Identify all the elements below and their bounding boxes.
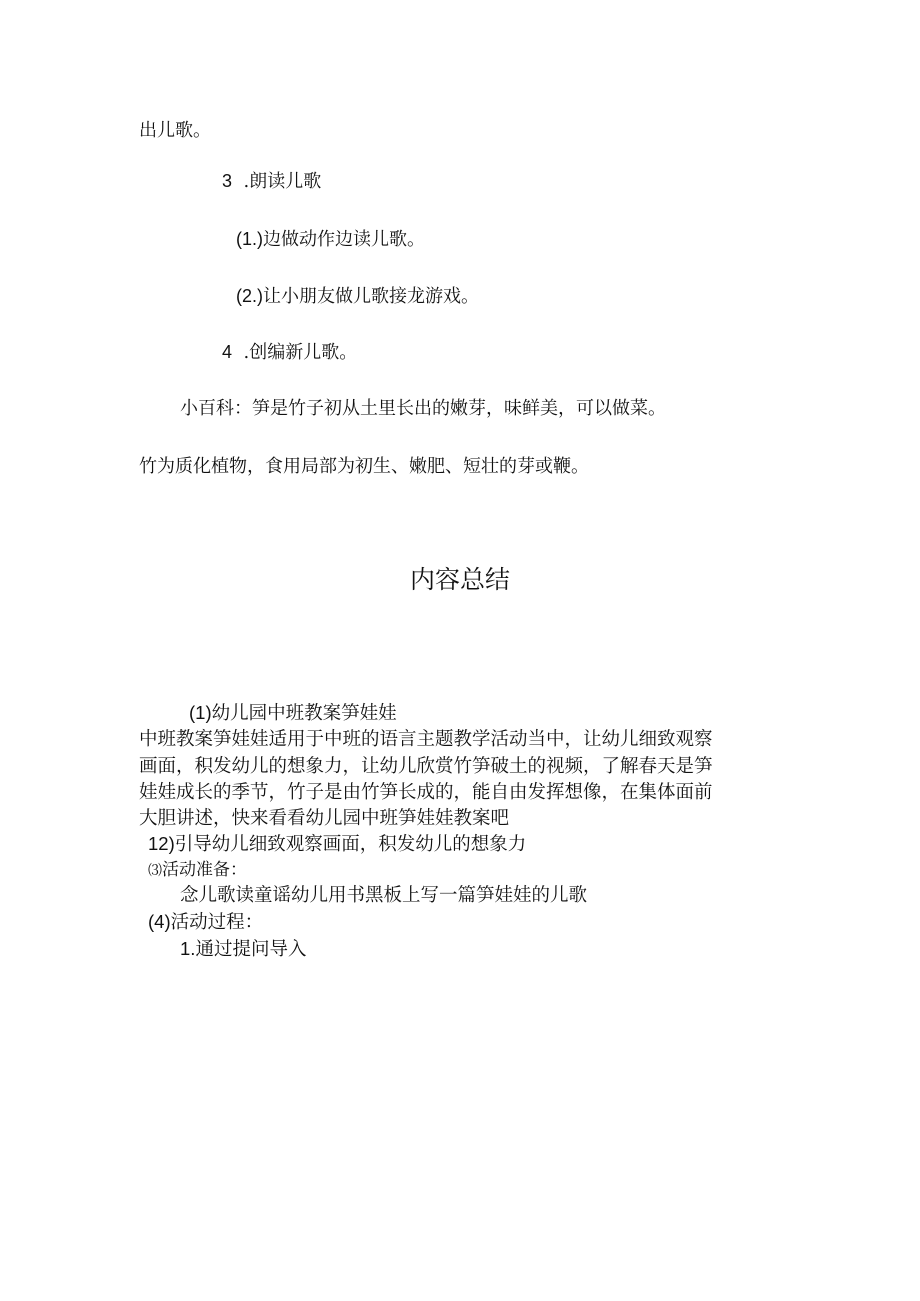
step-text: 通过提问导入 (195, 939, 307, 960)
step-1-line (180, 937, 306, 962)
summary-item-1 (189, 701, 397, 726)
step-4-heading (222, 341, 357, 364)
item-text: 引导幼儿细致观察画面，积发幼儿的想象力 (174, 834, 527, 855)
text: 中班教案笋娃娃适用于中班的语言主题教学活动当中，让幼儿细致观察 (139, 729, 713, 750)
text: 娃娃成长的季节，竹子是由竹笋长成的，能自由发挥想像，在集体面前 (139, 782, 713, 803)
step-number: 1. (180, 938, 196, 959)
sub-item-text: 让小朋友做儿歌接龙游戏。 (263, 286, 479, 307)
item-text: 幼儿园中班教案笋娃娃 (211, 703, 397, 724)
summary-body-line (139, 728, 713, 752)
text: 出儿歌。 (139, 120, 211, 141)
text: 竹为质化植物，食用局部为初生、嫩肥、短壮的芽或鞭。 (139, 456, 589, 477)
item-number: (1) (189, 702, 212, 723)
sub-item-number: (1.) (236, 229, 263, 249)
bamboo-paragraph (139, 456, 589, 478)
summary-body-line (139, 781, 713, 805)
sub-item-1 (236, 228, 425, 251)
text: 画面，积发幼儿的想象力，让幼儿欣赏竹笋破土的视频，了解春天是笋 (139, 756, 713, 777)
sub-item-number: (2.) (236, 286, 263, 306)
sub-item-2 (236, 285, 479, 308)
item-number: (4) (148, 911, 171, 932)
step-3-heading (222, 170, 321, 193)
prep-line (180, 884, 587, 908)
item-text: 活动过程： (170, 912, 264, 933)
summary-body-line (139, 755, 713, 779)
summary-item-3 (148, 858, 247, 883)
item-text: 活动准备： (162, 860, 247, 880)
text: 大胆讲述，快来看看幼儿园中班笋娃娃教案吧 (139, 808, 510, 829)
text: 小百科：笋是竹子初从土里长出的嫩芽，味鲜美，可以做菜。 (180, 398, 666, 419)
summary-body-line (139, 807, 509, 831)
step-number: 4 (222, 342, 233, 362)
section-title: 内容总结 (409, 565, 510, 594)
text-line-chu-er-ge (139, 120, 211, 142)
step-number: 3 (222, 171, 233, 191)
step-text: .朗读儿歌 (243, 171, 322, 192)
xiao-bai-ke-paragraph (180, 398, 666, 420)
summary-item-2 (148, 832, 526, 857)
sub-item-text: 边做动作边读儿歌。 (263, 229, 425, 250)
item-number: ⑶ (148, 863, 162, 879)
summary-item-4 (148, 910, 263, 935)
text: 念儿歌读童谣幼儿用书黑板上写一篇笋娃娃的儿歌 (180, 885, 588, 906)
step-text: .创编新儿歌。 (243, 342, 358, 363)
item-number: 12) (148, 833, 175, 854)
